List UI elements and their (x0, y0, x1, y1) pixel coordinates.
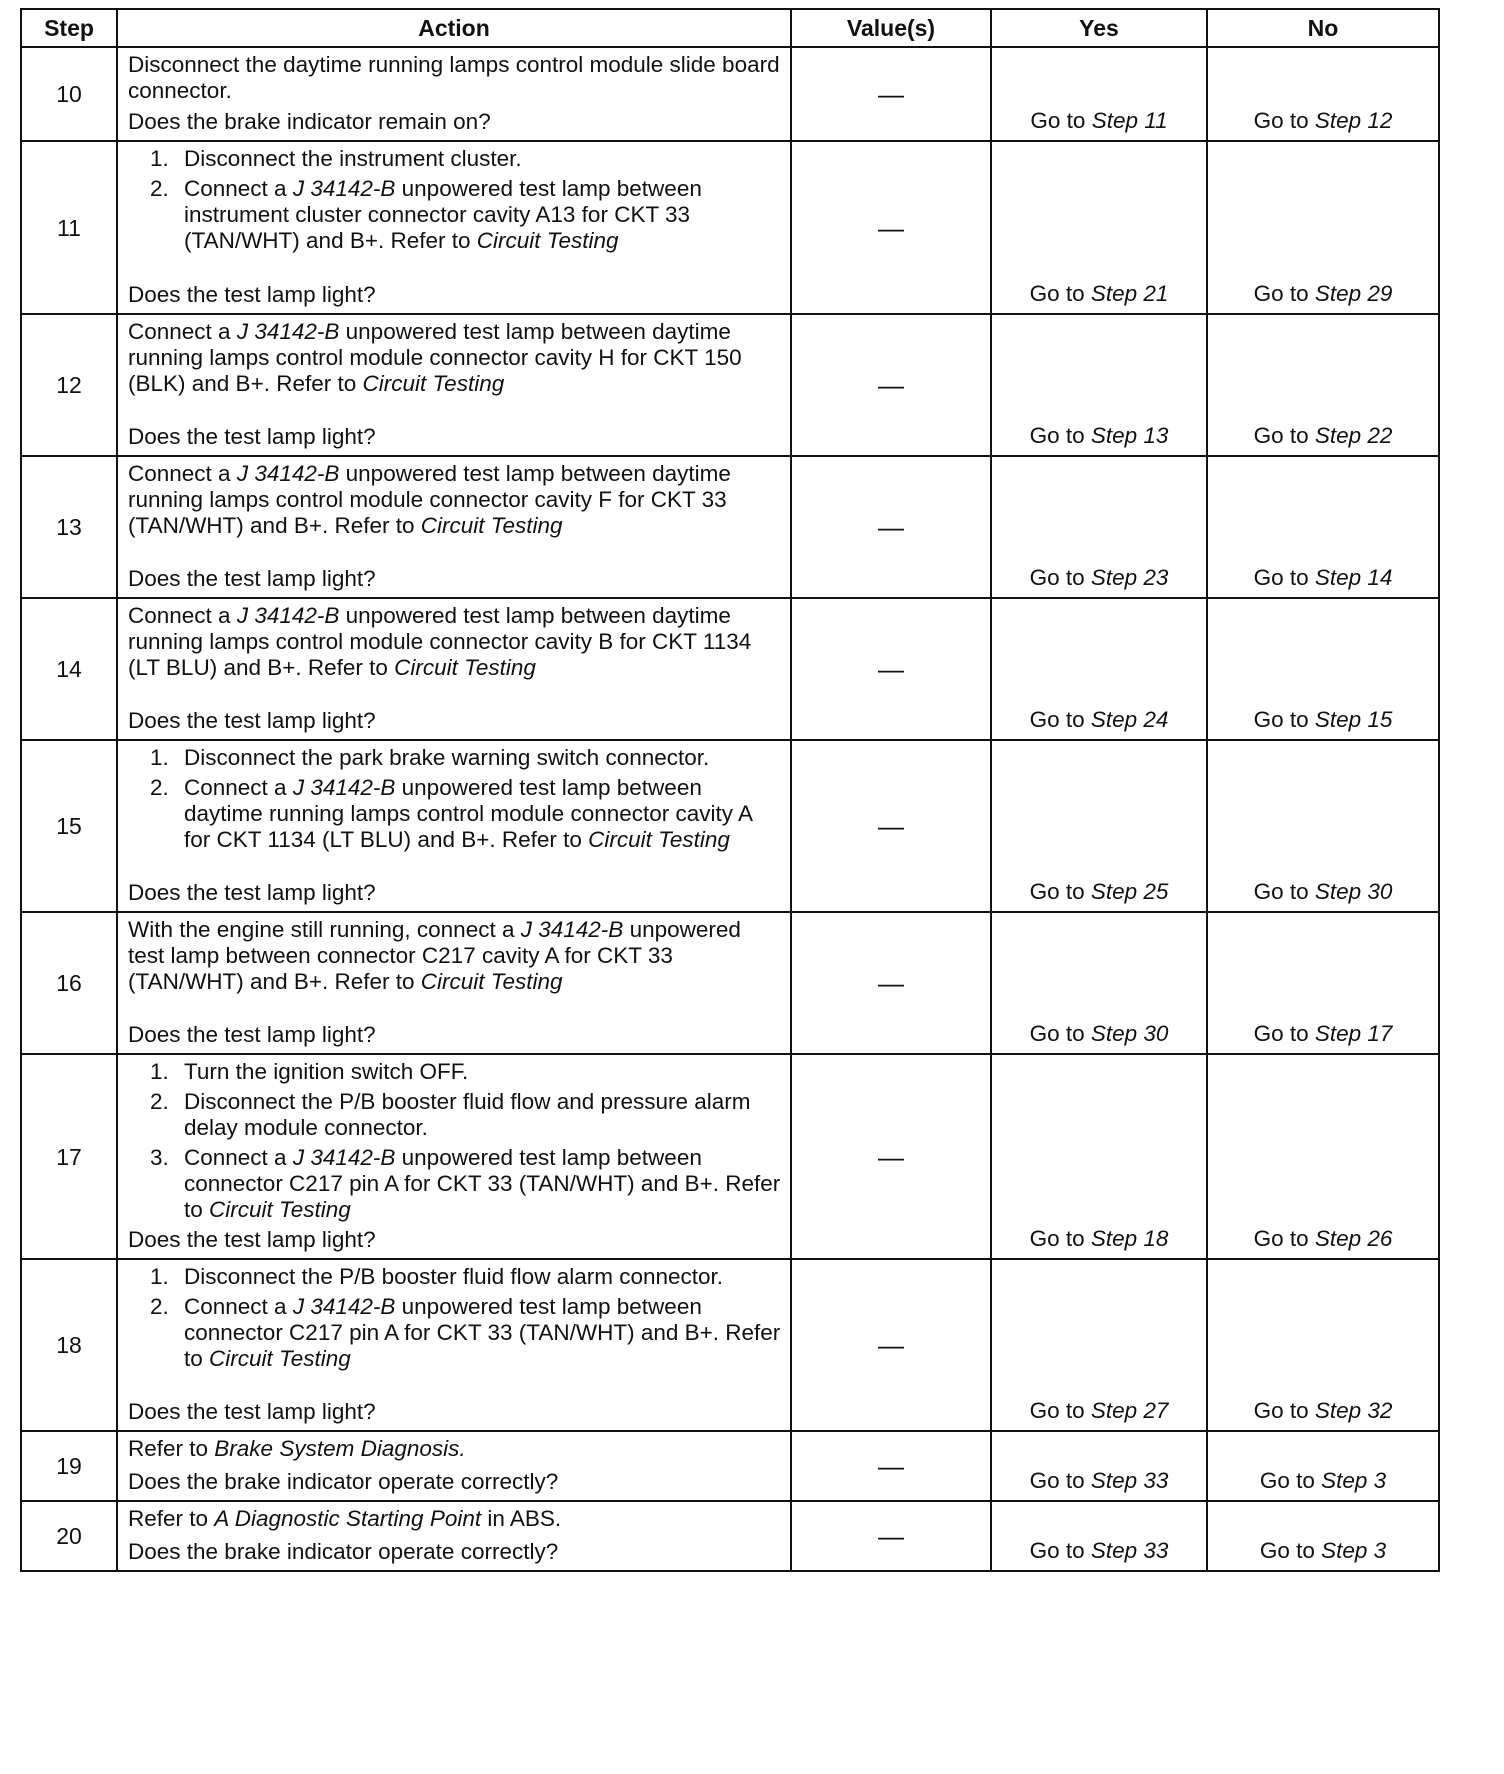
value-cell: — (791, 1501, 991, 1571)
list-number: 1. (150, 1264, 169, 1289)
action-text: Connect a (184, 176, 293, 201)
action-text: unpowered test lamp between daytime running lamps control module connector cavity H for CKT 150 (BLK) and B+. Refer to (128, 319, 742, 396)
action-list (128, 745, 782, 853)
go-to-prefix: Go to (1259, 1468, 1322, 1493)
go-to-prefix: Go to (1253, 423, 1315, 448)
header-row (21, 9, 1439, 47)
step-reference-link[interactable]: Step 17 (1314, 1021, 1393, 1046)
value-cell: — (791, 1054, 991, 1259)
reference-text: Circuit Testing (420, 513, 563, 538)
table-row (21, 1054, 1439, 1259)
action-text: Disconnect the park brake warning switch connector. (184, 745, 710, 770)
action-text: Disconnect the P/B booster fluid flow and pressure alarm delay module connector. (184, 1089, 751, 1140)
action-cell (117, 314, 791, 456)
go-to-prefix: Go to (1253, 565, 1315, 590)
action-cell (117, 1054, 791, 1259)
question-text: Does the test lamp light? (128, 566, 376, 591)
action-text: Disconnect the daytime running lamps control module slide board connector. (128, 52, 780, 103)
step-number: 17 (21, 1054, 117, 1259)
action-text: Connect a (184, 1145, 293, 1170)
action-text: unpowered test lamp between connector C217 cavity A for CKT 33 (TAN/WHT) and B+. Refer to (128, 917, 741, 994)
step-reference-link[interactable]: Step 13 (1090, 423, 1169, 448)
action-list-item (150, 1059, 782, 1085)
action-paragraph (128, 461, 782, 539)
value-cell: — (791, 1259, 991, 1431)
step-reference-link[interactable]: Step 26 (1314, 1226, 1393, 1251)
list-number: 1. (150, 1059, 169, 1084)
action-cell (117, 47, 791, 141)
step-reference-link[interactable]: Step 3 (1321, 1468, 1387, 1493)
go-to-prefix: Go to (1029, 1538, 1091, 1563)
go-to-prefix: Go to (1029, 1468, 1091, 1493)
question-text: Does the test lamp light? (128, 708, 376, 733)
reference-text: J 34142-B (236, 319, 340, 344)
action-cell (117, 1259, 791, 1431)
no-go-to[interactable] (1207, 314, 1439, 456)
action-text: Disconnect the P/B booster fluid flow alarm connector. (184, 1264, 724, 1289)
value-cell: — (791, 47, 991, 141)
action-text: Connect a (184, 775, 293, 800)
action-body (128, 319, 782, 397)
step-reference-link[interactable]: Step 33 (1090, 1538, 1169, 1563)
yes-go-to[interactable] (991, 740, 1207, 912)
action-list-item (150, 1294, 782, 1372)
step-number: 13 (21, 456, 117, 598)
action-text: Turn the ignition switch OFF. (184, 1059, 469, 1084)
table-row (21, 47, 1439, 141)
action-cell (117, 912, 791, 1054)
yes-go-to[interactable] (991, 1431, 1207, 1501)
table-row (21, 456, 1439, 598)
action-body (128, 1436, 782, 1462)
question-text: Does the test lamp light? (128, 424, 376, 449)
step-reference-link[interactable]: Step 23 (1090, 565, 1169, 590)
action-text: Refer to (128, 1436, 215, 1461)
step-reference-link[interactable]: Step 29 (1314, 281, 1393, 306)
reference-text: Circuit Testing (588, 827, 730, 852)
reference-text: J 34142-B (292, 176, 396, 201)
action-list-item (150, 146, 782, 172)
yes-go-to[interactable] (991, 456, 1207, 598)
list-number: 2. (150, 1089, 169, 1114)
value-cell: — (791, 598, 991, 740)
yes-go-to[interactable] (991, 314, 1207, 456)
action-text: unpowered test lamp between daytime running lamps control module connector cavity A for CKT 1134 (LT BLU) and B+. Refer to (184, 775, 752, 852)
no-go-to[interactable] (1207, 1054, 1439, 1259)
step-reference-link[interactable]: Step 14 (1314, 565, 1393, 590)
go-to-prefix: Go to (1253, 879, 1315, 904)
action-paragraph (128, 603, 782, 681)
go-to-prefix: Go to (1029, 1226, 1091, 1251)
step-number: 14 (21, 598, 117, 740)
header-yes: Yes (991, 9, 1207, 47)
value-cell: — (791, 314, 991, 456)
yes-go-to[interactable] (991, 47, 1207, 141)
action-text: Refer to (128, 1506, 215, 1531)
action-body (128, 745, 782, 857)
action-list-item (150, 775, 782, 853)
header-action: Action (117, 9, 791, 47)
go-to-prefix: Go to (1029, 879, 1091, 904)
action-text: unpowered test lamp between instrument cluster connector cavity A13 for CKT 33 (TAN/WHT) and B+. Refer to (184, 176, 702, 253)
action-text: unpowered test lamp between daytime running lamps control module connector cavity B for CKT 1134 (LT BLU) and B+. Refer to (128, 603, 752, 680)
value-cell: — (791, 912, 991, 1054)
go-to-prefix: Go to (1029, 281, 1091, 306)
step-reference-link[interactable]: Step 33 (1090, 1468, 1169, 1493)
action-text: Disconnect the instrument cluster. (184, 146, 522, 171)
reference-text: Circuit Testing (420, 969, 563, 994)
reference-text: Circuit Testing (394, 655, 536, 680)
go-to-prefix: Go to (1029, 1398, 1091, 1423)
action-text: Connect a (128, 319, 237, 344)
action-paragraph (128, 1506, 782, 1532)
reference-text: Brake System Diagnosis. (214, 1436, 466, 1461)
action-cell (117, 740, 791, 912)
go-to-prefix: Go to (1253, 281, 1315, 306)
action-body (128, 461, 782, 539)
value-cell: — (791, 141, 991, 314)
action-list (128, 1059, 782, 1223)
value-cell: — (791, 1431, 991, 1501)
action-content (118, 457, 790, 597)
no-go-to[interactable] (1207, 598, 1439, 740)
table-row (21, 1431, 1439, 1501)
table-row (21, 740, 1439, 912)
action-body (128, 52, 782, 104)
action-paragraph (128, 917, 782, 995)
reference-text: J 34142-B (236, 603, 340, 628)
no-go-to[interactable] (1207, 47, 1439, 141)
action-content (118, 1432, 790, 1500)
list-number: 2. (150, 775, 169, 800)
step-number: 12 (21, 314, 117, 456)
question-text: Does the brake indicator operate correctly? (128, 1469, 559, 1494)
action-cell (117, 1431, 791, 1501)
step-reference-link[interactable]: Step 3 (1321, 1538, 1387, 1563)
reference-text: A Diagnostic Starting Point (214, 1506, 482, 1531)
reference-text: J 34142-B (292, 775, 396, 800)
reference-text: J 34142-B (236, 461, 340, 486)
action-content (118, 142, 790, 313)
action-list-item (150, 1264, 782, 1290)
no-go-to[interactable] (1207, 1501, 1439, 1571)
step-number: 15 (21, 740, 117, 912)
action-cell (117, 456, 791, 598)
yes-go-to[interactable] (991, 1501, 1207, 1571)
yes-go-to[interactable] (991, 1259, 1207, 1431)
step-reference-link[interactable]: Step 25 (1090, 879, 1169, 904)
step-reference-link[interactable]: Step 27 (1090, 1398, 1169, 1423)
list-number: 2. (150, 1294, 169, 1319)
action-text: in ABS. (481, 1506, 562, 1531)
action-text: unpowered test lamp between connector C217 pin A for CKT 33 (TAN/WHT) and B+. Refer to (184, 1145, 781, 1222)
action-content (118, 599, 790, 739)
yes-go-to[interactable] (991, 598, 1207, 740)
action-content (118, 1502, 790, 1570)
go-to-prefix: Go to (1253, 1398, 1315, 1423)
action-body (128, 1264, 782, 1376)
table-row (21, 141, 1439, 314)
action-content (118, 1055, 790, 1258)
go-to-prefix: Go to (1259, 1538, 1322, 1563)
step-reference-link[interactable]: Step 30 (1314, 879, 1393, 904)
step-reference-link[interactable]: Step 11 (1091, 108, 1168, 133)
go-to-prefix: Go to (1029, 565, 1091, 590)
action-text: Connect a (128, 461, 237, 486)
reference-text: J 34142-B (520, 917, 624, 942)
question-text: Does the brake indicator operate correctly? (128, 1539, 559, 1564)
action-list-item (150, 745, 782, 771)
question-text: Does the test lamp light? (128, 1399, 376, 1424)
action-cell (117, 1501, 791, 1571)
action-body (128, 603, 782, 681)
list-number: 2. (150, 176, 169, 201)
reference-text: Circuit Testing (209, 1346, 351, 1371)
action-content (118, 48, 790, 140)
action-content (118, 741, 790, 911)
yes-go-to[interactable] (991, 141, 1207, 314)
action-text: unpowered test lamp between daytime running lamps control module connector cavity F for CKT 33 (TAN/WHT) and B+. Refer to (128, 461, 731, 538)
value-cell: — (791, 456, 991, 598)
action-body (128, 917, 782, 995)
reference-text: Circuit Testing (209, 1197, 351, 1222)
table-body (21, 47, 1439, 1571)
step-reference-link[interactable]: Step 32 (1314, 1398, 1393, 1423)
step-number: 20 (21, 1501, 117, 1571)
reference-text: Circuit Testing (362, 371, 505, 396)
action-cell (117, 598, 791, 740)
diagnostic-table (20, 8, 1440, 1572)
table-row (21, 598, 1439, 740)
reference-text: J 34142-B (292, 1294, 396, 1319)
question-text: Does the test lamp light? (128, 880, 376, 905)
no-go-to[interactable] (1207, 141, 1439, 314)
go-to-prefix: Go to (1253, 1226, 1315, 1251)
step-reference-link[interactable]: Step 24 (1090, 707, 1169, 732)
step-reference-link[interactable]: Step 15 (1314, 707, 1393, 732)
question-text: Does the brake indicator remain on? (128, 109, 491, 134)
go-to-prefix: Go to (1029, 1021, 1091, 1046)
step-reference-link[interactable]: Step 18 (1090, 1226, 1169, 1251)
action-body (128, 1059, 782, 1227)
question-text: Does the test lamp light? (128, 1227, 376, 1252)
no-go-to[interactable] (1207, 912, 1439, 1054)
yes-go-to[interactable] (991, 1054, 1207, 1259)
action-list-item (150, 176, 782, 254)
table-row (21, 1501, 1439, 1571)
reference-text: Circuit Testing (476, 228, 619, 253)
table-row (21, 314, 1439, 456)
go-to-prefix: Go to (1253, 108, 1315, 133)
action-paragraph (128, 1436, 782, 1462)
action-content (118, 1260, 790, 1430)
no-go-to[interactable] (1207, 740, 1439, 912)
value-cell: — (791, 740, 991, 912)
yes-go-to[interactable] (991, 912, 1207, 1054)
action-list-item (150, 1089, 782, 1141)
header-step: Step (21, 9, 117, 47)
step-number: 16 (21, 912, 117, 1054)
header-no: No (1207, 9, 1439, 47)
step-reference-link[interactable]: Step 12 (1314, 108, 1393, 133)
step-reference-link[interactable]: Step 21 (1090, 281, 1169, 306)
action-list (128, 1264, 782, 1372)
no-go-to[interactable] (1207, 1431, 1439, 1501)
step-number: 18 (21, 1259, 117, 1431)
list-number: 1. (150, 745, 169, 770)
table-row (21, 1259, 1439, 1431)
action-text: unpowered test lamp between connector C217 pin A for CKT 33 (TAN/WHT) and B+. Refer to (184, 1294, 781, 1371)
reference-text: J 34142-B (292, 1145, 396, 1170)
action-text: With the engine still running, connect a (128, 917, 521, 942)
action-content (118, 315, 790, 455)
go-to-prefix: Go to (1029, 707, 1091, 732)
action-body (128, 146, 782, 258)
action-body (128, 1506, 782, 1532)
go-to-prefix: Go to (1030, 108, 1092, 133)
list-number: 1. (150, 146, 169, 171)
go-to-prefix: Go to (1253, 1021, 1315, 1046)
action-paragraph (128, 319, 782, 397)
step-reference-link[interactable]: Step 22 (1314, 423, 1393, 448)
action-cell (117, 141, 791, 314)
go-to-prefix: Go to (1029, 423, 1091, 448)
table-row (21, 912, 1439, 1054)
action-list (128, 146, 782, 254)
question-text: Does the test lamp light? (128, 1022, 376, 1047)
step-reference-link[interactable]: Step 30 (1090, 1021, 1169, 1046)
action-paragraph (128, 52, 782, 104)
no-go-to[interactable] (1207, 1259, 1439, 1431)
question-text: Does the test lamp light? (128, 282, 376, 307)
go-to-prefix: Go to (1253, 707, 1315, 732)
list-number: 3. (150, 1145, 169, 1170)
action-text: Connect a (128, 603, 237, 628)
header-values: Value(s) (791, 9, 991, 47)
action-content (118, 913, 790, 1053)
action-text: Connect a (184, 1294, 293, 1319)
step-number: 10 (21, 47, 117, 141)
step-number: 11 (21, 141, 117, 314)
step-number: 19 (21, 1431, 117, 1501)
action-list-item (150, 1145, 782, 1223)
no-go-to[interactable] (1207, 456, 1439, 598)
